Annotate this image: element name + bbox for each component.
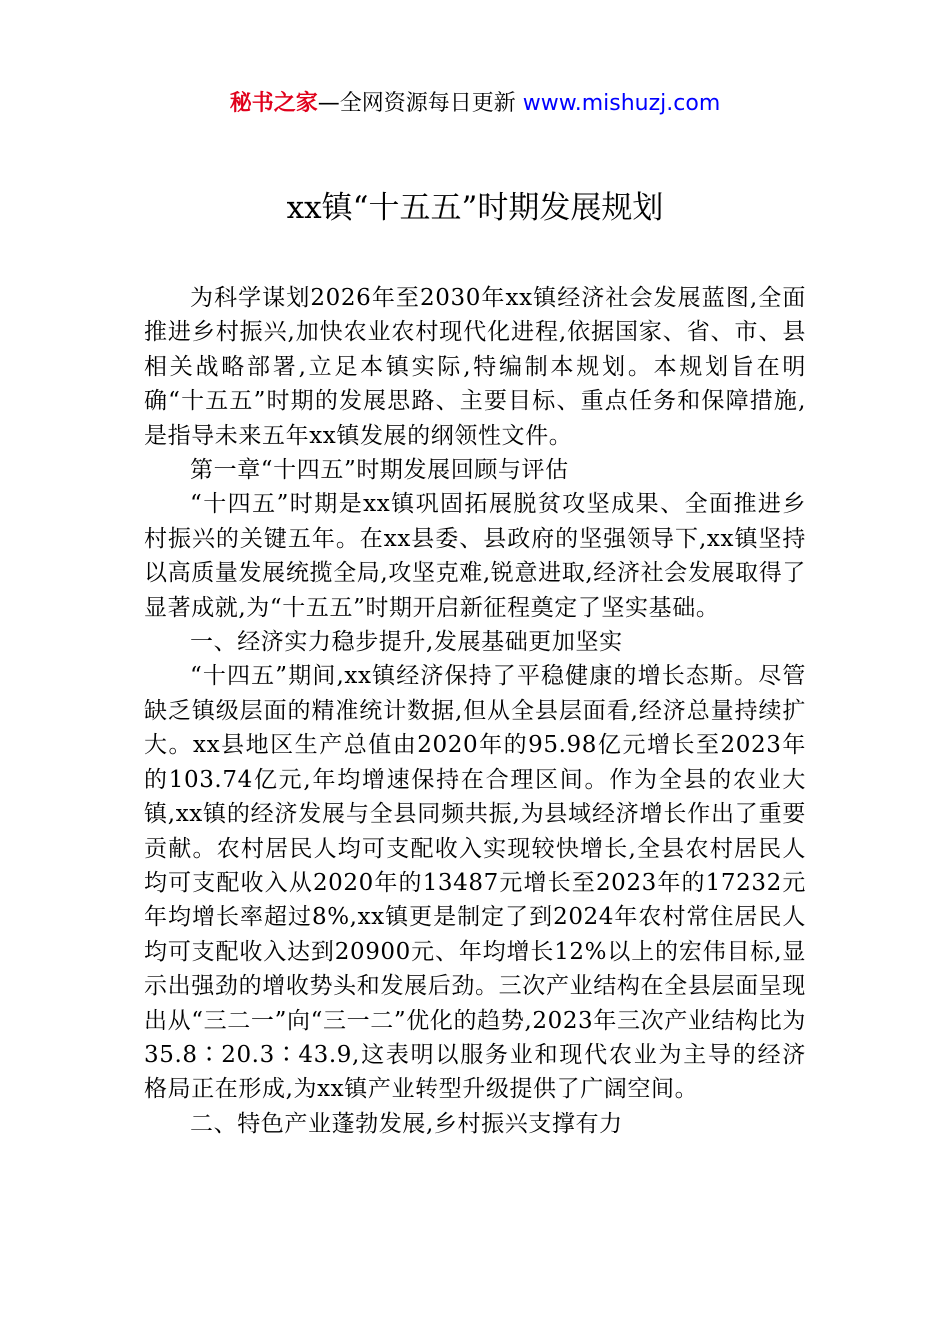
chapter-heading: 第一章“十四五”时期发展回顾与评估 [190,457,569,484]
header-slogan: —全网资源每日更新 [317,91,523,116]
brand-name: 秘书之家 [229,91,318,116]
section-heading-2: 二、特色产业蓬勃发展,乡村振兴支撑有力 [190,1110,623,1137]
intro-paragraph: 为科学谋划2026年至2030年xx镇经济社会发展蓝图,全面推进乡村振兴,加快农业农村现代化进程,依据国家、省、市、县相关战略部署,立足本镇实际,特编制本规划。本规划旨在明确“十五五”时期的发展思路、主要目标、重点任务和保障措施,是指导未来五年xx镇发展的纲领性文件。 [144,285,806,449]
document-title: xx镇“十五五”时期发展规划 [286,190,664,226]
site-header [0,88,950,120]
chapter-intro-paragraph: “十四五”时期是xx镇巩固拓展脱贫攻坚成果、全面推进乡村振兴的关键五年。在xx县委、县政府的坚强领导下,xx镇坚持以高质量发展统揽全局,攻坚克难,锐意进取,经济社会发展取得了显著成就,为“十五五”时期开启新征程奠定了坚实基础。 [144,491,806,621]
section-heading-1: 一、经济实力稳步提升,发展基础更加坚实 [190,629,623,656]
document-body [144,281,806,1141]
section-1-paragraph: “十四五”期间,xx镇经济保持了平稳健康的增长态斯。尽管缺乏镇级层面的精准统计数据,但从全县层面看,经济总量持续扩大。xx县地区生产总值由2020年的95.98亿元增长至2023年的103.74亿元,年均增速保持在合理区间。作为全县的农业大镇,xx镇的经济发展与全县同频共振,为县域经济增长作出了重要贡献。农村居民人均可支配收入实现较快增长,全县农村居民人均可支配收入从2020年的13487元增长至2023年的17232元年均增长率超过8%,xx镇更是制定了到2024年农村常住居民人均可支配收入达到20900元、年均增长12%以上的宏伟目标,显示出强劲的增收势头和发展后劲。三次产业结构在全县层面呈现出从“三二一”向“三一二”优化的趋势,2023年三次产业结构比为35.8∶20.3∶43.9,这表明以服务业和现代农业为主导的经济格局正在形成,为xx镇产业转型升级提供了广阔空间。 [144,663,806,1103]
site-url-link[interactable]: www.mishuzj.com [522,91,721,116]
